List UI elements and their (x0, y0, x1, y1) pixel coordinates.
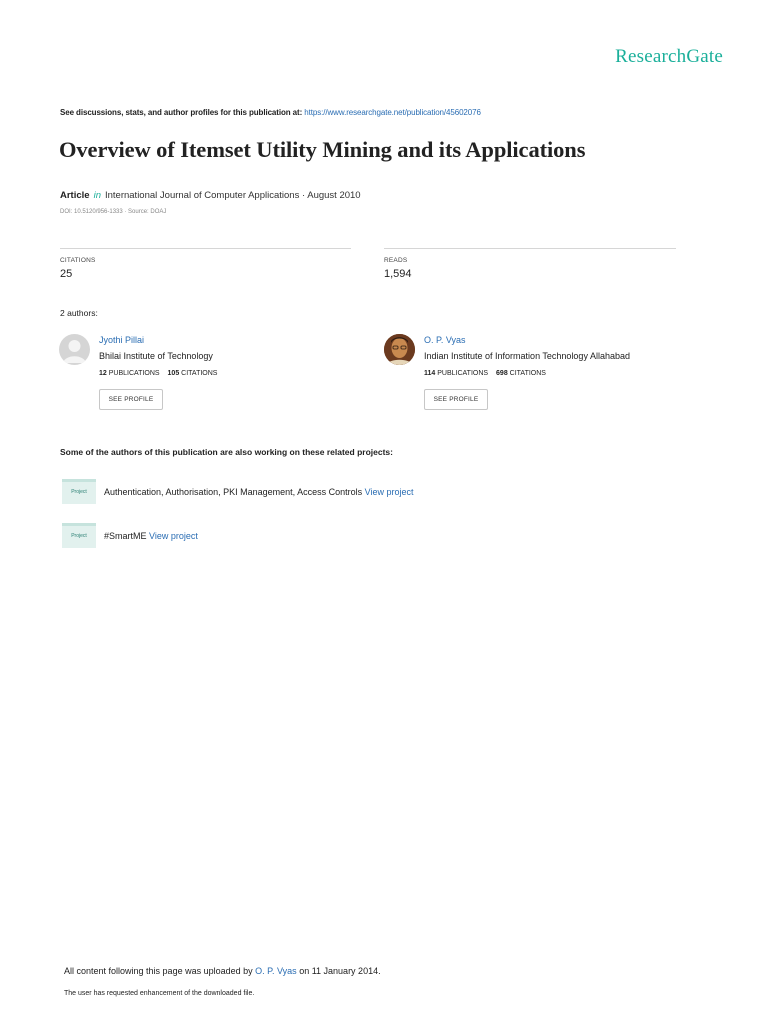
citations-divider (60, 248, 351, 249)
uploader-link[interactable]: O. P. Vyas (255, 966, 297, 976)
project-text (104, 531, 198, 541)
author-name-link[interactable]: Jyothi Pillai (99, 335, 145, 345)
discussion-lead: See discussions, stats, and author profiles for this publication at: (60, 108, 303, 117)
project-icon-label: Project (71, 489, 87, 495)
publication-url-link[interactable]: https://www.researchgate.net/publication/45602076 (304, 108, 481, 117)
project-name: #SmartME (104, 531, 147, 541)
author-citations-label: CITATIONS (509, 370, 546, 377)
project-icon-label: Project (71, 533, 87, 539)
researchgate-logo[interactable]: ResearchGate (615, 46, 723, 67)
author-publications-count: 114 (424, 370, 436, 377)
project-icon (62, 479, 96, 504)
enhancement-note: The user has requested enhancement of the downloaded file. (64, 990, 255, 997)
author-publications-label: PUBLICATIONS (437, 370, 489, 377)
citations-count: 25 (60, 268, 73, 280)
reads-count: 1,594 (384, 268, 412, 280)
view-project-link[interactable]: View project (364, 487, 414, 497)
author-stats (424, 370, 546, 377)
author-publications-label: PUBLICATIONS (108, 370, 160, 377)
author-stats (99, 370, 217, 377)
publication-venue: International Journal of Computer Applications · August 2010 (104, 190, 361, 201)
author-name-link[interactable]: O. P. Vyas (424, 335, 466, 345)
project-text (104, 487, 414, 497)
publication-title: Overview of Itemset Utility Mining and its Applications (59, 137, 586, 162)
projects-heading: Some of the authors of this publication are also working on these related projects: (60, 447, 393, 457)
upload-info (64, 966, 381, 976)
publication-in: in (93, 190, 101, 201)
see-profile-button[interactable]: SEE PROFILE (424, 389, 488, 410)
project-name: Authentication, Authorisation, PKI Management, Access Controls (104, 487, 363, 497)
avatar-placeholder-icon[interactable] (59, 334, 90, 365)
author-citations-count: 698 (496, 370, 508, 377)
author-institution: Bhilai Institute of Technology (99, 351, 213, 361)
discussion-line (60, 108, 481, 117)
upload-suffix: on 11 January 2014. (299, 966, 381, 976)
author-photo-icon[interactable] (384, 334, 415, 365)
project-item (62, 523, 562, 549)
author-institution: Indian Institute of Information Technology Allahabad (424, 351, 630, 361)
publication-meta (60, 190, 361, 201)
author-citations-label: CITATIONS (181, 370, 218, 377)
reads-label: READS (384, 257, 408, 264)
publication-type: Article (60, 190, 90, 201)
author-publications-count: 12 (99, 370, 107, 377)
author-citations-count: 105 (167, 370, 180, 377)
publication-doi: DOI: 10.5120/956-1333 · Source: DOAJ (60, 209, 167, 215)
authors-heading: 2 authors: (60, 308, 98, 318)
project-item (62, 479, 562, 505)
citations-label: CITATIONS (60, 257, 96, 264)
reads-divider (384, 248, 676, 249)
see-profile-button[interactable]: SEE PROFILE (99, 389, 163, 410)
upload-prefix: All content following this page was uploaded by (64, 966, 253, 976)
view-project-link[interactable]: View project (149, 531, 198, 541)
project-icon (62, 523, 96, 548)
